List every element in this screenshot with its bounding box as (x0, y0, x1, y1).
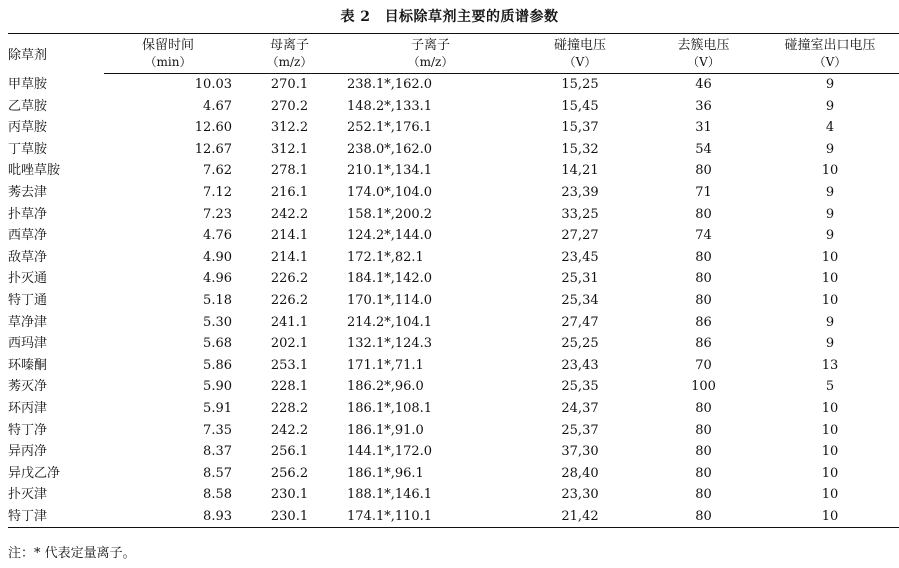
cell-precursor-ion: 216.1 (270, 184, 309, 200)
cell-precursor-ion: 228.2 (270, 400, 309, 416)
cell-collision-energy: 15,45 (561, 98, 599, 114)
table-row (8, 290, 899, 312)
cell-collision-energy: 25,37 (561, 422, 599, 438)
cell-retention-time: 5.91 (203, 400, 232, 416)
header-product-ion: 子离子 (347, 34, 514, 55)
cell-declustering-potential: 80 (646, 506, 761, 528)
cell-cell-exit-potential: 5 (825, 379, 835, 395)
cell-collision-energy: 15,25 (561, 77, 599, 92)
cell-herbicide-name: 特丁净 (8, 422, 48, 438)
cell-declustering-potential: 86 (695, 314, 712, 330)
header-row-units (8, 54, 899, 74)
cell-collision-energy: 14,21 (561, 163, 599, 179)
cell-precursor-ion: 241.1 (270, 314, 309, 330)
header-row-units-top (8, 34, 899, 55)
cell-product-ion: 252.1*,176.1 (347, 120, 433, 136)
cell-precursor-ion: 226.2 (270, 271, 309, 287)
cell-cell-exit-potential: 10 (821, 292, 839, 308)
cell-retention-time: 7.12 (203, 184, 232, 200)
cell-retention-time: 12.60 (194, 120, 232, 136)
table-row (8, 420, 899, 442)
cell-collision-energy: 28,40 (561, 465, 599, 481)
table-row (8, 225, 899, 247)
unit-collision-energy: （V） (514, 54, 646, 74)
table-row (8, 463, 899, 485)
cell-collision-energy: 24,37 (561, 400, 599, 416)
cell-precursor-ion: 242.2 (270, 206, 309, 222)
cell-declustering-potential: 36 (695, 98, 712, 114)
cell-cell-exit-potential: 10 (821, 271, 839, 287)
cell-herbicide-name: 异丙净 (8, 444, 48, 460)
cell-precursor-ion: 253.1 (270, 357, 309, 373)
cell-precursor-ion: 202.1 (270, 336, 309, 352)
cell-product-ion: 144.1*,172.0 (347, 444, 433, 460)
cell-herbicide-name: 特丁津 (8, 506, 104, 528)
cell-product-ion: 214.2*,104.1 (347, 314, 433, 330)
unit-cell-exit-potential: （V） (761, 54, 899, 74)
header-cell-exit-potential: 碰撞室出口电压 (761, 34, 899, 55)
header-retention-time: 保留时间 (104, 34, 232, 55)
cell-cell-exit-potential: 10 (821, 465, 839, 481)
cell-retention-time: 7.23 (203, 206, 232, 222)
cell-product-ion: 170.1*,114.0 (347, 292, 433, 308)
cell-product-ion: 148.2*,133.1 (347, 98, 433, 114)
cell-retention-time: 5.30 (203, 314, 232, 330)
cell-cell-exit-potential: 9 (825, 206, 835, 222)
cell-herbicide-name: 甲草胺 (8, 76, 48, 92)
table-row (8, 506, 899, 528)
cell-product-ion: 172.1*,82.1 (347, 249, 424, 265)
cell-cell-exit-potential: 9 (825, 77, 835, 92)
cell-collision-energy: 25,25 (561, 336, 599, 352)
cell-retention-time: 5.86 (203, 357, 232, 373)
header-collision-energy: 碰撞电压 (514, 34, 646, 55)
cell-cell-exit-potential: 10 (821, 422, 839, 438)
cell-declustering-potential: 100 (691, 379, 716, 395)
cell-product-ion: 124.2*,144.0 (347, 228, 433, 244)
cell-declustering-potential: 70 (695, 357, 712, 373)
cell-precursor-ion: 256.2 (270, 465, 309, 481)
table-number: 表 2 (340, 9, 371, 25)
cell-cell-exit-potential: 10 (821, 400, 839, 416)
cell-product-ion: 210.1*,134.1 (347, 163, 433, 179)
cell-retention-time: 8.37 (203, 444, 232, 460)
cell-declustering-potential: 80 (695, 422, 712, 438)
cell-collision-energy: 15,37 (561, 120, 599, 136)
table-row (8, 333, 899, 355)
cell-product-ion: 174.0*,104.0 (347, 184, 433, 200)
table-row (8, 182, 899, 204)
cell-cell-exit-potential: 9 (825, 141, 835, 157)
unit-precursor-ion: （m/z） (232, 54, 347, 74)
cell-declustering-potential: 80 (695, 292, 712, 308)
table-row (8, 268, 899, 290)
cell-collision-energy: 25,31 (561, 271, 599, 287)
cell-collision-energy: 21,42 (514, 506, 646, 528)
cell-herbicide-name: 西草净 (8, 228, 48, 244)
cell-declustering-potential: 31 (695, 120, 712, 136)
cell-product-ion: 186.1*,108.1 (347, 400, 433, 416)
cell-herbicide-name: 莠灭净 (8, 379, 48, 395)
cell-herbicide-name: 环丙津 (8, 400, 48, 416)
cell-declustering-potential: 80 (695, 400, 712, 416)
cell-declustering-potential: 80 (695, 249, 712, 265)
cell-herbicide-name: 西玛津 (8, 336, 48, 352)
cell-declustering-potential: 74 (695, 228, 712, 244)
cell-collision-energy: 37,30 (561, 444, 599, 460)
cell-declustering-potential: 80 (695, 206, 712, 222)
cell-cell-exit-potential: 10 (821, 163, 839, 179)
cell-herbicide-name: 丙草胺 (8, 120, 48, 136)
cell-collision-energy: 15,32 (561, 141, 599, 157)
cell-product-ion: 174.1*,110.1 (347, 506, 514, 528)
cell-precursor-ion: 214.1 (270, 249, 309, 265)
cell-product-ion: 188.1*,146.1 (347, 487, 433, 503)
table-row (8, 398, 899, 420)
cell-cell-exit-potential: 9 (825, 184, 835, 200)
cell-retention-time: 4.90 (203, 249, 232, 265)
cell-herbicide-name: 扑草净 (8, 206, 48, 222)
cell-cell-exit-potential: 13 (821, 357, 839, 373)
cell-precursor-ion: 312.2 (270, 120, 309, 136)
cell-herbicide-name: 丁草胺 (8, 141, 48, 157)
cell-precursor-ion: 226.2 (270, 292, 309, 308)
cell-precursor-ion: 278.1 (270, 163, 309, 179)
header-herbicide: 除草剂 (8, 34, 104, 74)
header-declustering-potential: 去簇电压 (646, 34, 761, 55)
cell-retention-time: 4.76 (203, 228, 232, 244)
cell-herbicide-name: 吡唑草胺 (8, 163, 61, 179)
cell-herbicide-name: 环嗪酮 (8, 357, 48, 373)
table-title: 目标除草剂主要的质谱参数 (384, 9, 559, 25)
unit-retention-time: （min） (104, 54, 232, 74)
table-row (8, 376, 899, 398)
cell-herbicide-name: 敌草净 (8, 249, 48, 265)
cell-collision-energy: 23,30 (561, 487, 599, 503)
cell-retention-time: 5.68 (203, 336, 232, 352)
table-row (8, 160, 899, 182)
cell-precursor-ion: 230.1 (232, 506, 347, 528)
cell-retention-time: 12.67 (194, 141, 232, 157)
cell-collision-energy: 23,43 (561, 357, 599, 373)
cell-product-ion: 171.1*,71.1 (347, 357, 424, 373)
cell-herbicide-name: 莠去津 (8, 184, 48, 200)
cell-retention-time: 5.18 (203, 292, 232, 308)
table-footnote: 注：* 代表定量离子。 (8, 546, 136, 561)
cell-declustering-potential: 80 (695, 271, 712, 287)
cell-product-ion: 158.1*,200.2 (347, 206, 433, 222)
cell-herbicide-name: 草净津 (8, 314, 48, 330)
table-row (8, 312, 899, 334)
cell-declustering-potential: 54 (695, 141, 712, 157)
cell-collision-energy: 25,34 (561, 292, 599, 308)
cell-precursor-ion: 312.1 (270, 141, 309, 157)
cell-precursor-ion: 256.1 (270, 444, 309, 460)
cell-precursor-ion: 228.1 (270, 379, 309, 395)
cell-product-ion: 186.1*,91.0 (347, 422, 424, 438)
cell-herbicide-name: 乙草胺 (8, 98, 48, 114)
cell-product-ion: 238.1*,162.0 (347, 77, 433, 92)
cell-precursor-ion: 214.1 (270, 228, 309, 244)
cell-product-ion: 186.1*,96.1 (347, 465, 424, 481)
table-row (8, 355, 899, 377)
unit-product-ion: （m/z） (347, 54, 514, 74)
cell-cell-exit-potential: 10 (821, 249, 839, 265)
cell-herbicide-name: 异戊乙净 (8, 465, 61, 481)
cell-cell-exit-potential: 9 (825, 98, 835, 114)
cell-precursor-ion: 230.1 (270, 487, 309, 503)
mass-spectrometry-parameter-table (8, 33, 899, 528)
cell-cell-exit-potential: 10 (821, 444, 839, 460)
table-row (8, 139, 899, 161)
table-row (8, 247, 899, 269)
cell-declustering-potential: 86 (695, 336, 712, 352)
cell-collision-energy: 23,45 (561, 249, 599, 265)
cell-precursor-ion: 270.1 (270, 77, 309, 92)
cell-retention-time: 5.90 (203, 379, 232, 395)
cell-collision-energy: 25,35 (561, 379, 599, 395)
table-header (8, 34, 899, 74)
cell-herbicide-name: 扑灭津 (8, 487, 48, 503)
cell-declustering-potential: 80 (695, 487, 712, 503)
cell-collision-energy: 27,47 (561, 314, 599, 330)
table-row (8, 484, 899, 506)
cell-retention-time: 4.96 (203, 271, 232, 287)
cell-cell-exit-potential: 10 (761, 506, 899, 528)
table-row (8, 441, 899, 463)
table-row (8, 96, 899, 118)
cell-cell-exit-potential: 10 (821, 487, 839, 503)
cell-collision-energy: 23,39 (561, 184, 599, 200)
cell-retention-time: 7.62 (203, 163, 232, 179)
cell-retention-time: 7.35 (203, 422, 232, 438)
cell-product-ion: 132.1*,124.3 (347, 336, 433, 352)
table-row (8, 117, 899, 139)
cell-declustering-potential: 80 (695, 444, 712, 460)
cell-collision-energy: 27,27 (561, 228, 599, 244)
cell-precursor-ion: 270.2 (270, 98, 309, 114)
cell-retention-time: 8.57 (203, 465, 232, 481)
cell-cell-exit-potential: 9 (825, 336, 835, 352)
cell-collision-energy: 33,25 (561, 206, 599, 222)
cell-retention-time: 10.03 (194, 77, 232, 92)
cell-declustering-potential: 80 (695, 163, 712, 179)
table-caption (0, 6, 899, 26)
cell-declustering-potential: 46 (695, 77, 712, 92)
cell-declustering-potential: 80 (695, 465, 712, 481)
cell-cell-exit-potential: 4 (825, 120, 835, 136)
cell-cell-exit-potential: 9 (825, 314, 835, 330)
cell-herbicide-name: 特丁通 (8, 292, 48, 308)
cell-retention-time: 8.93 (104, 506, 232, 528)
cell-herbicide-name: 扑灭通 (8, 271, 48, 287)
cell-declustering-potential: 71 (695, 184, 712, 200)
table-row (8, 204, 899, 226)
table-body (8, 74, 899, 528)
cell-product-ion: 184.1*,142.0 (347, 271, 433, 287)
cell-product-ion: 186.2*,96.0 (347, 379, 424, 395)
table-row (8, 74, 899, 96)
header-precursor-ion: 母离子 (232, 34, 347, 55)
cell-product-ion: 238.0*,162.0 (347, 141, 433, 157)
cell-precursor-ion: 242.2 (270, 422, 309, 438)
cell-cell-exit-potential: 9 (825, 228, 835, 244)
cell-retention-time: 8.58 (203, 487, 232, 503)
unit-declustering-potential: （V） (646, 54, 761, 74)
cell-retention-time: 4.67 (203, 98, 232, 114)
